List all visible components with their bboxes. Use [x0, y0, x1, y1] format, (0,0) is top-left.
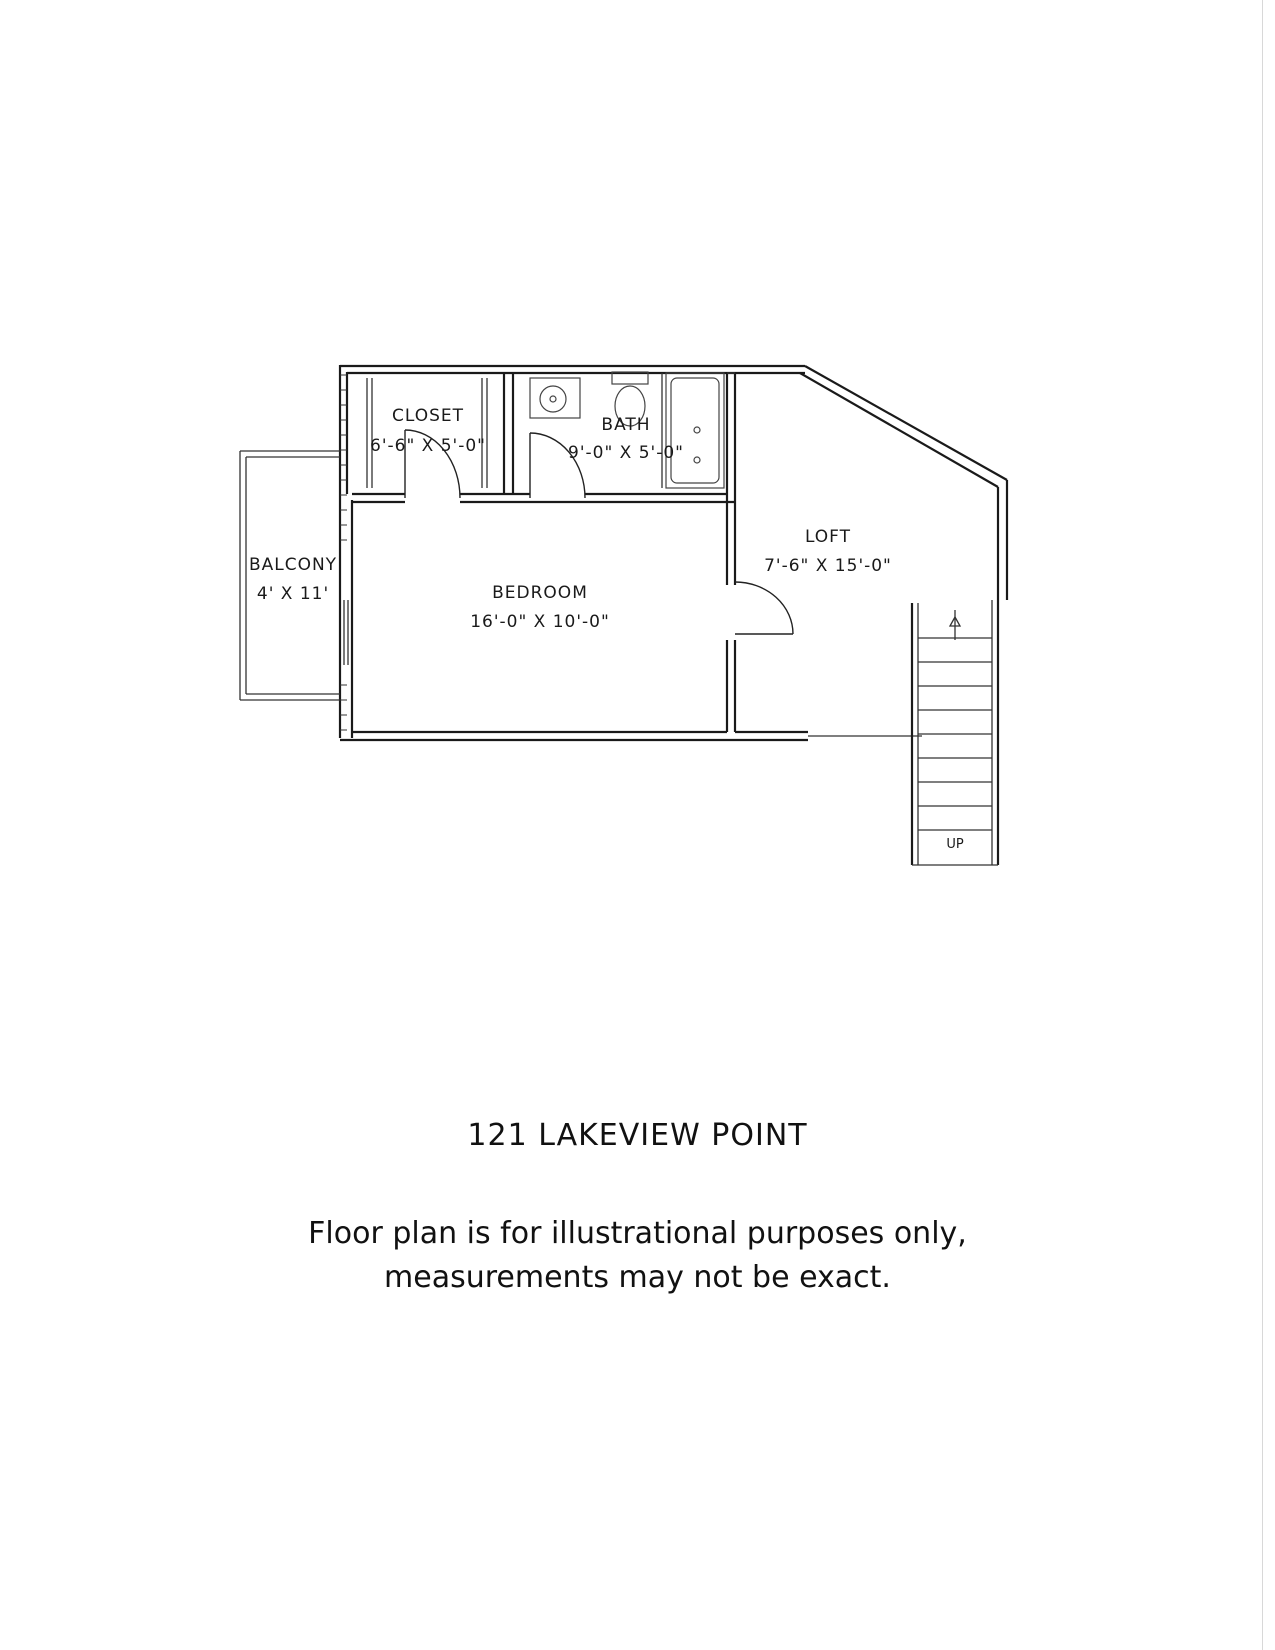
closet-name: CLOSET	[391, 406, 465, 426]
balcony-outline	[240, 451, 340, 700]
scan-edge-line	[1262, 0, 1263, 1650]
bath-size: 9'-0" X 5'-0"	[568, 443, 684, 463]
stairs-up-label: UP	[946, 837, 964, 852]
disclaimer-note	[0, 1212, 1275, 1299]
bedroom-name: BEDROOM	[492, 583, 588, 603]
property-address: 121 LAKEVIEW POINT	[467, 1118, 808, 1153]
bath-name: BATH	[601, 415, 651, 435]
bedroom-size: 16'-0" X 10'-0"	[470, 612, 610, 632]
disclaimer-line-2: measurements may not be exact.	[384, 1259, 891, 1295]
arrow-icon	[950, 610, 960, 640]
sink-icon	[540, 386, 566, 412]
closet-size: 6'-6" X 5'-0"	[370, 436, 486, 456]
balcony-size: 4' X 11'	[256, 584, 330, 604]
loft-name: LOFT	[804, 527, 852, 547]
disclaimer-line-1: Floor plan is for illustrational purposes only,	[308, 1216, 967, 1251]
loft-size: 7'-6" X 15'-0"	[764, 556, 892, 576]
balcony-name: BALCONY	[248, 555, 338, 575]
room-labels	[249, 406, 964, 852]
interior-walls	[352, 373, 735, 732]
bathtub-icon	[666, 373, 724, 488]
staircase	[912, 600, 998, 865]
